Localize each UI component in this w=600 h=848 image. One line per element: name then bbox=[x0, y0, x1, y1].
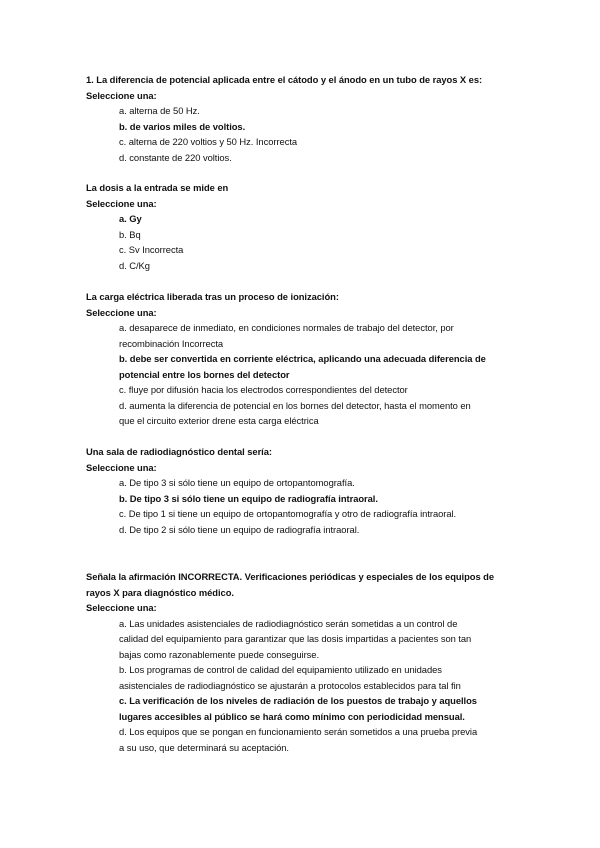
option-a: a. De tipo 3 si sólo tiene un equipo de ortopantomografía. bbox=[119, 477, 355, 488]
question-stem: Una sala de radiodiagnóstico dental sería: bbox=[86, 446, 272, 457]
question-stem: La dosis a la entrada se mide en bbox=[86, 182, 229, 193]
option-c: c. fluye por difusión hacia los electrodos correspondientes del detector bbox=[119, 384, 408, 395]
question-prompt: Seleccione una: bbox=[86, 306, 157, 318]
option-d: d. C/Kg bbox=[119, 259, 150, 271]
option-line: c. La verificación de los niveles de radiación de los puestos de trabajo y aquellos bbox=[119, 695, 477, 706]
question-prompt: Seleccione una: bbox=[86, 89, 157, 101]
option-line: d. aumenta la diferencia de potencial en los bornes del detector, hasta el momento en bbox=[119, 399, 471, 411]
question-stem: La carga eléctrica liberada tras un proceso de ionización: bbox=[86, 291, 339, 302]
question-2 bbox=[86, 180, 526, 273]
question-4 bbox=[86, 444, 526, 537]
option-line: lugares accesibles al público se hará como mínimo con periodicidad mensual. bbox=[119, 710, 465, 722]
question-stem: 1. La diferencia de potencial aplicada entre el cátodo y el ánodo en un tubo de rayos X es: bbox=[86, 74, 483, 85]
option-line: calidad del equipamiento para garantizar que las dosis impartidas a pacientes son tan bbox=[119, 633, 472, 644]
option-line: bajas como razonablemente puede conseguirse. bbox=[119, 648, 320, 660]
option-line: que el circuito exterior drene esta carga eléctrica bbox=[119, 415, 319, 426]
option-a bbox=[86, 616, 526, 663]
option-b: b. De tipo 3 si sólo tiene un equipo de radiografía intraoral. bbox=[119, 492, 378, 504]
question-prompt: Seleccione una: bbox=[86, 602, 157, 613]
question-stem-line: Señala la afirmación INCORRECTA. Verificaciones periódicas y especiales de los equipos de bbox=[86, 571, 495, 582]
option-line: a su uso, que determinará su aceptación. bbox=[119, 741, 289, 753]
question-prompt: Seleccione una: bbox=[86, 461, 157, 473]
option-a: a. alterna de 50 Hz. bbox=[119, 105, 200, 116]
option-line: recombinación Incorrecta bbox=[119, 337, 224, 349]
option-b: b. de varios miles de voltios. bbox=[119, 120, 246, 132]
question-1 bbox=[86, 72, 526, 165]
option-c bbox=[86, 693, 526, 724]
question-3 bbox=[86, 289, 526, 429]
question-prompt: Seleccione una: bbox=[86, 197, 157, 209]
option-d bbox=[86, 398, 526, 429]
option-line: asistenciales de radiodiagnóstico se ajustarán a protocolos establecidos para tal fin bbox=[119, 679, 461, 691]
option-line: d. Los equipos que se pongan en funcionamiento serán sometidos a una prueba previa bbox=[119, 726, 478, 737]
option-line: b. Los programas de control de calidad del equipamiento utilizado en unidades bbox=[119, 664, 442, 675]
option-b bbox=[86, 351, 526, 382]
option-d bbox=[86, 724, 526, 755]
option-line: a. desaparece de inmediato, en condiciones normales de trabajo del detector, por bbox=[119, 322, 454, 333]
option-line: b. debe ser convertida en corriente eléctrica, aplicando una adecuada diferencia de bbox=[119, 353, 486, 364]
option-a bbox=[86, 320, 526, 351]
option-c: c. De tipo 1 si tiene un equipo de ortopantomografía y otro de radiografía intraoral. bbox=[119, 508, 457, 519]
option-b bbox=[86, 662, 526, 693]
option-c: c. Sv Incorrecta bbox=[119, 244, 184, 255]
option-c: c. alterna de 220 voltios y 50 Hz. Incorrecta bbox=[119, 136, 298, 147]
option-line: a. Las unidades asistenciales de radiodiagnóstico serán sometidas a un control de bbox=[119, 617, 458, 629]
option-d: d. De tipo 2 si sólo tiene un equipo de radiografía intraoral. bbox=[119, 523, 360, 535]
option-line: potencial entre los bornes del detector bbox=[119, 368, 290, 380]
option-d: d. constante de 220 voltios. bbox=[119, 151, 232, 163]
option-a: a. Gy bbox=[119, 213, 142, 224]
option-b: b. Bq bbox=[119, 228, 141, 240]
question-stem-line: rayos X para diagnóstico médico. bbox=[86, 586, 234, 598]
question-5 bbox=[86, 569, 526, 755]
